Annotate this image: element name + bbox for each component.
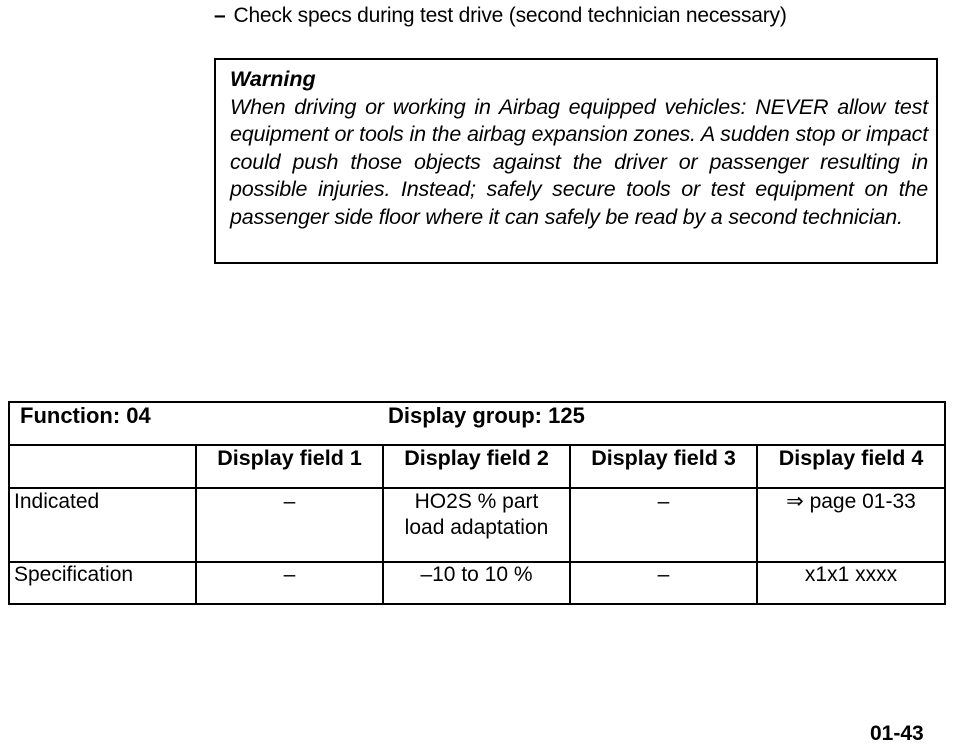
bullet-text: Check specs during test drive (second technician necessary) — [233, 4, 787, 27]
specification-field-3: – — [570, 562, 757, 604]
column-header-field-1: Display field 1 — [196, 445, 383, 488]
column-header-field-4: Display field 4 — [757, 445, 945, 488]
indicated-field-3: – — [570, 488, 757, 562]
specification-field-2: –10 to 10 % — [383, 562, 570, 604]
display-group-text: Display group: 125 — [388, 403, 585, 428]
column-header-row — [9, 445, 945, 488]
warning-body: When driving or working in Airbag equipped vehicles: NEVER allow test equipment or tools in the airbag expansion zones. A sudden stop or impact could push those objects against the driver or passenger resulting in possible injuries. Instead; safely secure tools or test equipment on the passenger side floor where it can safely be read by a second technician. — [230, 94, 928, 229]
page-number: 01-43 — [870, 722, 924, 745]
warning-box — [214, 58, 938, 264]
bullet-dash: – — [214, 4, 226, 27]
column-header-empty — [9, 445, 196, 488]
specification-field-4: x1x1 xxxx — [757, 562, 945, 604]
specification-field-1: – — [196, 562, 383, 604]
indicated-field-2-line1: HO2S % part — [414, 490, 539, 513]
row-label-specification: Specification — [9, 562, 196, 604]
row-label-indicated: Indicated — [9, 488, 196, 562]
column-header-field-3: Display field 3 — [570, 445, 757, 488]
table-header-row — [9, 402, 945, 445]
display-group-table — [8, 401, 946, 605]
warning-title: Warning — [230, 67, 316, 91]
indicated-field-2 — [383, 488, 570, 562]
display-group-label — [388, 402, 945, 445]
column-header-field-2: Display field 2 — [383, 445, 570, 488]
table-row-indicated — [9, 488, 945, 562]
bullet-item — [214, 4, 787, 28]
indicated-field-2-line2: load adaptation — [404, 516, 549, 539]
table-row-specification — [9, 562, 945, 604]
function-label: Function: 04 — [9, 402, 570, 445]
indicated-field-1: – — [196, 488, 383, 562]
indicated-field-4: ⇒ page 01-33 — [757, 488, 945, 562]
